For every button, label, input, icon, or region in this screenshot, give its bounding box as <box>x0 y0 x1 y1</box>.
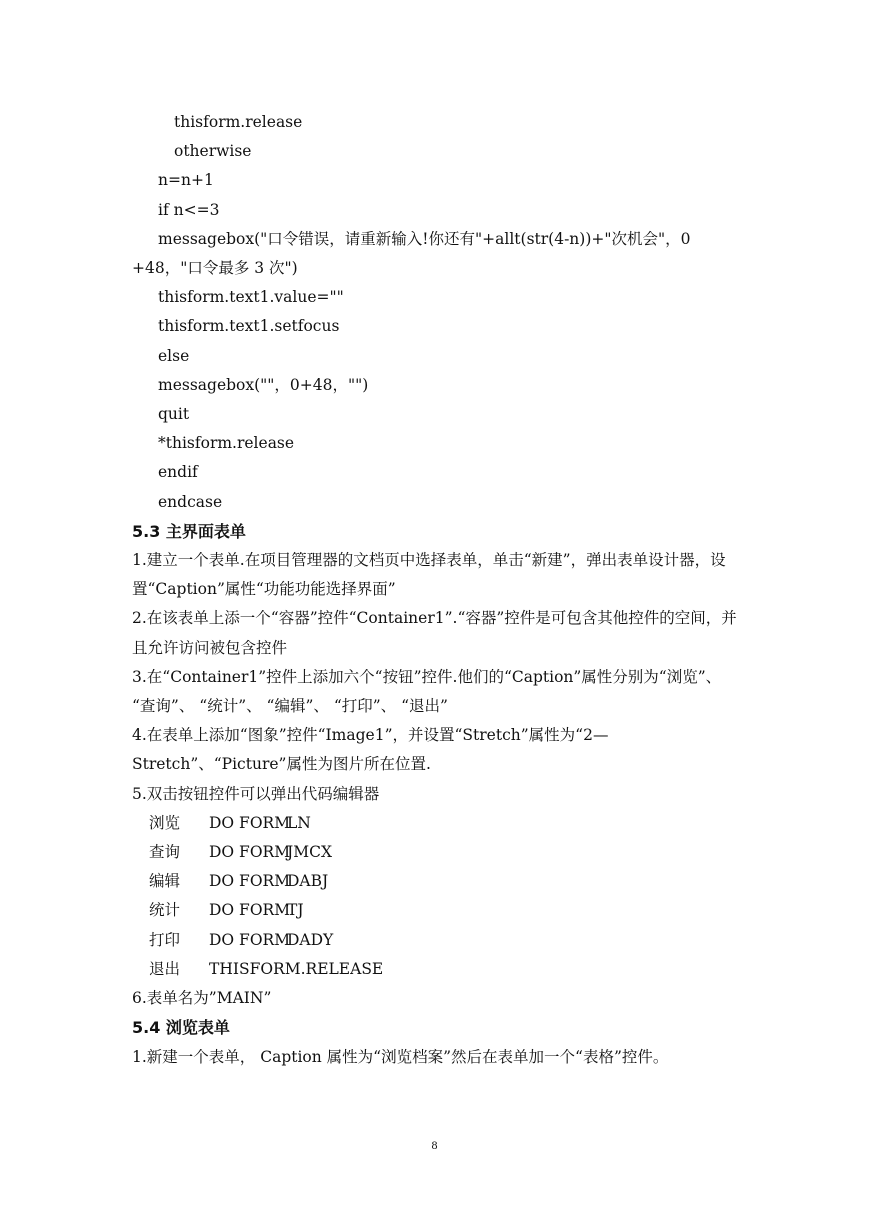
paragraph: 3.在“Container1”控件上添加六个“按钮”控件.他们的“Caption”属性分别为“浏览”、 “查询”、 “统计”、 “编辑”、 “打印”、 “退出” <box>132 667 722 716</box>
button-name: 统计 <box>149 901 181 920</box>
button-name: 查询 <box>149 843 181 862</box>
code-line: endcase <box>158 492 223 511</box>
command-code: DO FORM <box>209 872 291 891</box>
command-code: DO FORM <box>209 901 291 920</box>
command-target: LN <box>287 813 311 832</box>
command-line <box>132 896 742 925</box>
code-line: thisform.release <box>174 113 303 131</box>
command-code: THISFORM.RELEASE <box>209 959 384 978</box>
code-line: messagebox(""，0+48，"") <box>158 375 369 394</box>
command-line <box>132 955 742 984</box>
code-line: else <box>158 346 190 365</box>
code-line: *thisform.release <box>158 434 295 453</box>
command-target: TJ <box>287 901 304 920</box>
command-target: DADY <box>287 930 334 949</box>
code-line: messagebox("口令错误，请重新输入!你还有"+allt(str(4-n))+"次机会"，0 <box>158 229 691 248</box>
paragraph: 1.建立一个表单.在项目管理器的文档页中选择表单，单击“新建”，弹出表单设计器，设置“Caption”属性“功能功能选择界面” <box>132 551 726 599</box>
paragraph: 6.表单名为”MAIN” <box>132 989 272 1008</box>
code-line: if n<=3 <box>158 200 220 219</box>
command-target: JMCX <box>287 843 332 862</box>
paragraph: 2.在该表单上添一个“容器”控件“Container1”.“容器”控件是可包含其他控件的空间，并且允许访问被包含控件 <box>132 609 737 657</box>
paragraph: 5.双击按钮控件可以弹出代码编辑器 <box>132 784 380 803</box>
button-name: 退出 <box>149 959 181 978</box>
command-line <box>132 838 742 867</box>
paragraph: 1.新建一个表单， Caption 属性为“浏览档案”然后在表单加一个“表格”控件。 <box>132 1047 669 1066</box>
page-content <box>132 108 742 1072</box>
command-line <box>132 926 742 955</box>
paragraph: 4.在表单上添加“图象”控件“Image1”，并设置“Stretch”属性为“2—Stretch”、“Picture”属性为图片所在位置. <box>132 726 609 774</box>
button-name: 浏览 <box>149 813 181 832</box>
command-target: DABJ <box>287 872 329 891</box>
button-name: 打印 <box>149 930 181 949</box>
command-line <box>132 809 742 838</box>
code-line: thisform.text1.setfocus <box>158 317 340 336</box>
page-number: 8 <box>431 1138 438 1152</box>
code-line: n=n+1 <box>158 171 214 190</box>
section-heading: 5.3 主界面表单 <box>132 521 246 541</box>
code-line: quit <box>158 405 190 424</box>
button-name: 编辑 <box>149 872 181 891</box>
section-heading: 5.4 浏览表单 <box>132 1018 230 1038</box>
code-line: otherwise <box>174 142 252 161</box>
command-line <box>132 867 742 896</box>
code-line: endif <box>158 463 198 482</box>
code-line: +48，"口令最多 3 次") <box>132 259 298 278</box>
command-code: DO FORM <box>209 843 291 862</box>
code-line: thisform.text1.value="" <box>158 288 344 307</box>
command-code: DO FORM <box>209 813 291 832</box>
command-code: DO FORM <box>209 930 291 949</box>
